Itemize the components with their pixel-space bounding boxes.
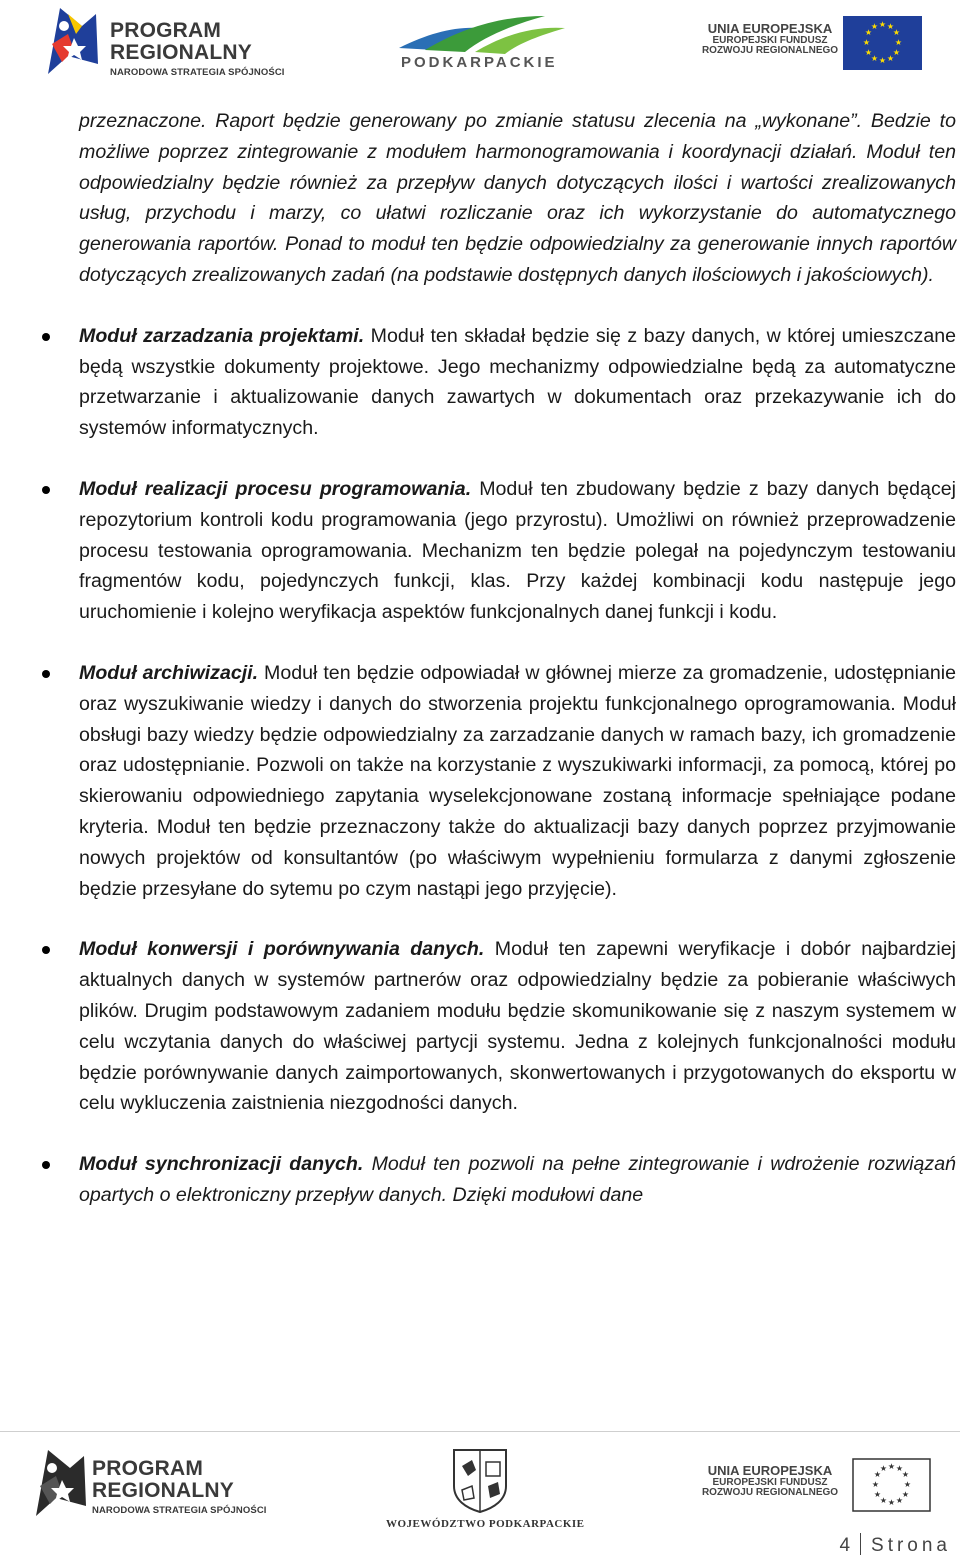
- bullet-icon: [42, 486, 50, 494]
- svg-text:★: ★: [903, 1480, 912, 1489]
- svg-text:★: ★: [878, 20, 887, 29]
- svg-text:★: ★: [892, 28, 901, 37]
- footer-program-logo-line3: NARODOWA STRATEGIA SPÓJNOŚCI: [92, 1505, 267, 1516]
- svg-text:★: ★: [886, 54, 895, 63]
- module-paragraph: [79, 1149, 956, 1211]
- svg-text:★: ★: [871, 1480, 880, 1489]
- svg-text:★: ★: [901, 1470, 910, 1479]
- module-paragraph: [79, 658, 956, 904]
- program-logo-line3: NARODOWA STRATEGIA SPÓJNOŚCI: [110, 67, 285, 78]
- intro-continuation: Ponad to moduł ten będzie odpowiedzialny za generowanie innych raportów dotyczących zrealizowanych zadań (na podstawie dostępnych danych ilościowych i jakościowych).: [79, 233, 956, 286]
- footer-program-logo-line1: PROGRAM: [92, 1457, 204, 1480]
- footer-eu-logo: [700, 1456, 940, 1526]
- list-item: [79, 474, 956, 628]
- module-title: Moduł realizacji procesu programowania.: [79, 477, 472, 500]
- document-body: [79, 106, 956, 1211]
- program-regionalny-emblem-icon: [38, 4, 108, 78]
- svg-text:★: ★: [879, 1496, 888, 1505]
- module-text: Moduł ten zbudowany będzie z bazy danych będącej repozytorium kontroli kodu programowania (jego przyrostu). Umożliwi on również przeprowadzenie procesu testowania oprogramowania. Mechanizm ten będzie polegał na pojedynczym testowaniu fragmentów kodu, pojedynczych funkcji, klas. Przy każdej kombinacji kodu następuje jego uruchomienie i kolejno weryfikacja aspektów funkcjonalnych danej funkcji i kodu.: [79, 477, 956, 624]
- svg-text:★: ★: [894, 38, 903, 47]
- footer-program-logo-line2: REGIONALNY: [92, 1479, 235, 1502]
- module-title: Moduł zarzadzania projektami.: [79, 324, 365, 347]
- module-text: Moduł ten składał będzie się z bazy danych, w której umieszczane będą wszystkie dokumenty projektowe. Jego mechanizmy odpowiedzialne będą za automatyczne przetwarzanie i aktualizowanie danych zawartych w dokumentach oraz przekazywanie ich do systemów informatycznych.: [79, 324, 957, 440]
- svg-text:★: ★: [887, 1498, 896, 1507]
- footer-eu-logo-line2: EUROPEJSKI FUNDUSZ: [712, 1476, 828, 1488]
- svg-text:★: ★: [892, 48, 901, 57]
- program-regionalny-emblem-icon: [26, 1446, 96, 1520]
- svg-text:★: ★: [879, 1464, 888, 1473]
- eu-flag-outline-icon: [852, 1458, 931, 1512]
- intro-text: przeznaczone. Raport będzie generowany po zmianie statusu zlecenia na „wykonane”. Bedzie to możliwe poprzez zintegrowanie z modułem harmonogramowania i koordynacji działań. Moduł ten odpowiedzialny będzie również za przepływ danych dotyczących ilości i wartości zrealizowanych usług, przychodu i marzy, co ułatwi rozliczanie oraz ich wykorzystanie do automatycznego generowania raportów.: [79, 110, 956, 256]
- podkarpackie-text: PODKARPACKIE: [401, 54, 558, 71]
- page-number-divider: [860, 1533, 861, 1555]
- page-header: [0, 0, 960, 82]
- footer-eu-logo-line3: ROZWOJU REGIONALNEGO: [701, 1487, 839, 1499]
- bullet-icon: [42, 946, 50, 954]
- voivodeship-text: WOJEWÓDZTWO PODKARPACKIE: [386, 1518, 585, 1530]
- svg-text:★: ★: [878, 56, 887, 65]
- svg-text:★: ★: [895, 1496, 904, 1505]
- program-logo-line1: PROGRAM: [110, 19, 222, 42]
- module-paragraph: [79, 474, 956, 628]
- wojewodztwo-logo: [380, 1442, 590, 1532]
- voivodeship-coat-of-arms-icon: [450, 1446, 510, 1514]
- list-item: [79, 658, 956, 904]
- svg-text:★: ★: [895, 1464, 904, 1473]
- list-item: [79, 321, 956, 444]
- eu-logo-line2: EUROPEJSKI FUNDUSZ: [712, 34, 828, 46]
- module-title: Moduł synchronizacji danych.: [79, 1153, 364, 1176]
- page-footer: [0, 1434, 960, 1534]
- svg-text:★: ★: [873, 1490, 882, 1499]
- program-logo-line2: REGIONALNY: [110, 41, 253, 64]
- eu-flag-icon: [843, 16, 922, 70]
- page-number: [839, 1533, 951, 1557]
- module-text: Moduł ten zapewni weryfikacje i dobór najbardziej aktualnych danych w systemów partnerów oraz odpowiedzialny będzie za pobieranie właściwych plików. Drugim podstawowym zadaniem modułu będzie skomunikowanie się z naszym systemem w celu wczytania danych do właściwej partycji systemu. Jedna z kolejnych funkcjonalności modułu będzie porównywanie danych zaimportowanych, skonwertowanych i przygotowanych do eksportu w celu wykluczenia zaistnienia niezgodności danych.: [79, 938, 956, 1115]
- svg-text:★: ★: [873, 1470, 882, 1479]
- module-title: Moduł konwersji i porównywania danych.: [79, 938, 485, 961]
- bullet-icon: [42, 670, 50, 678]
- module-paragraph: [79, 321, 956, 444]
- svg-text:★: ★: [886, 22, 895, 31]
- page-number-value: 4: [839, 1535, 851, 1556]
- svg-text:★: ★: [870, 54, 879, 63]
- page-label: Strona: [871, 1535, 951, 1556]
- intro-paragraph: [79, 106, 956, 291]
- svg-text:★: ★: [864, 48, 873, 57]
- program-regionalny-logo: [38, 4, 298, 78]
- module-text: Moduł ten pozwoli na pełne zintegrowanie i wdrożenie rozwiązań opartych o elektroniczny przepływ danych. Dzięki modułowi dane: [79, 1153, 956, 1206]
- podkarpackie-hills-icon: [395, 10, 580, 54]
- svg-text:★: ★: [887, 1462, 896, 1471]
- podkarpackie-logo: [395, 10, 580, 76]
- svg-text:★: ★: [864, 28, 873, 37]
- list-item: [79, 1149, 956, 1211]
- footer-divider: [0, 1431, 960, 1432]
- eu-logo-line3: ROZWOJU REGIONALNEGO: [701, 45, 839, 57]
- module-title: Moduł archiwizacji.: [79, 661, 259, 684]
- module-text: Moduł ten będzie odpowiadał w głównej mierze za gromadzenie, udostępnianie oraz wyszukiwanie wiedzy i danych do stworzenia projektu funkcjonalnego oprogramowania. Moduł obsługi bazy wiedzy będzie odpowiedzialny za zarzadzanie danych w ramach bazy, ich gromadzenie oraz udostępnianie. Pozwoli on także na korzystanie z wyszukiwarki informacji, za pomocą, której po skierowaniu odpowiedniego zapytania wyselekcjonowane zostaną informacje spełniające podane kryteria. Moduł ten będzie przeznaczony także do aktualizacji bazy danych poprzez przyjmowanie nowych projektów od konsultantów (po właściwym wypełnieniu formularza z danymi zgłoszenie będzie przesyłane do sytemu po czym nastąpi jego przyjęcie).: [79, 661, 956, 900]
- footer-program-regionalny-logo: [26, 1438, 296, 1530]
- svg-text:★: ★: [862, 38, 871, 47]
- footer-eu-logo-line1: UNIA EUROPEJSKA: [707, 1463, 833, 1478]
- svg-text:★: ★: [901, 1490, 910, 1499]
- svg-text:★: ★: [870, 22, 879, 31]
- bullet-icon: [42, 333, 50, 341]
- bullet-icon: [42, 1161, 50, 1169]
- eu-logo: [700, 14, 930, 74]
- list-item: [79, 934, 956, 1119]
- module-paragraph: [79, 934, 956, 1119]
- eu-logo-line1: UNIA EUROPEJSKA: [707, 21, 833, 36]
